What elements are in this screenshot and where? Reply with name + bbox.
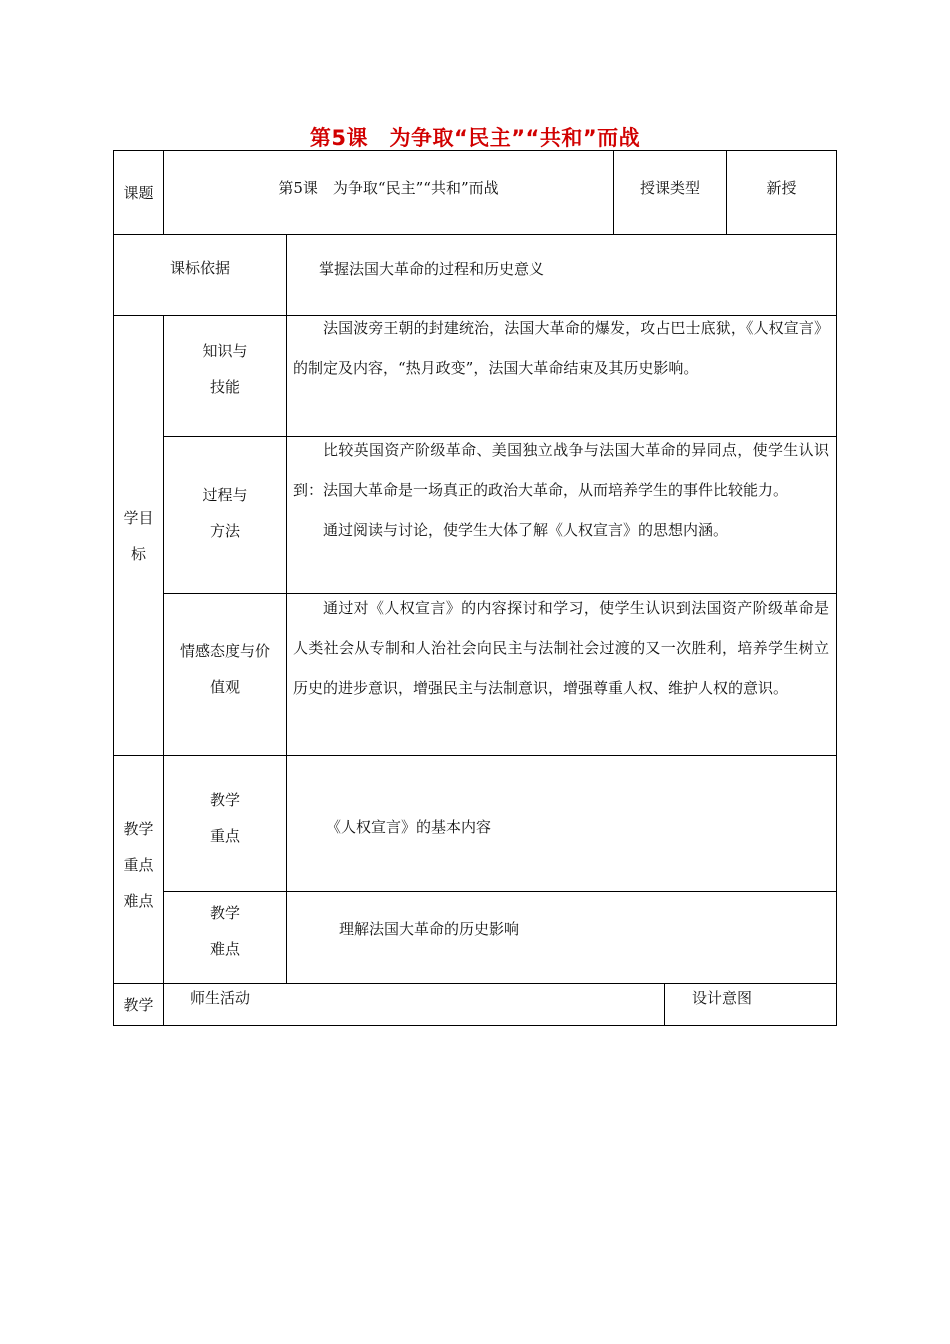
teaching-difficulty-value: 理解法国大革命的历史影响 bbox=[339, 920, 520, 938]
col-divider bbox=[286, 234, 287, 983]
topic-value: 第5课 为争取“民主”“共和”而战 bbox=[278, 179, 499, 197]
page-title: 第5课 为争取“民主”“共和”而战 bbox=[309, 126, 641, 150]
label-line: 值观 bbox=[209, 678, 240, 696]
teaching-difficulty-label bbox=[164, 895, 286, 967]
label-line: 教学 bbox=[209, 791, 240, 809]
process-label: 教学 bbox=[123, 995, 154, 1014]
knowledge-skills-label bbox=[164, 326, 286, 412]
col-divider bbox=[163, 983, 164, 1025]
label-line: 重点 bbox=[209, 827, 240, 845]
label-line: 方法 bbox=[209, 522, 240, 540]
label-line: 难点 bbox=[209, 940, 240, 958]
row-divider bbox=[113, 983, 837, 984]
activity-label: 师生活动 bbox=[190, 989, 251, 1007]
label-line: 教学 bbox=[123, 820, 154, 838]
table-border-bottom bbox=[113, 1025, 837, 1026]
objectives-label-line: 标 bbox=[130, 544, 146, 563]
design-intent-label: 设计意图 bbox=[692, 989, 753, 1007]
label-line: 知识与 bbox=[202, 342, 248, 360]
teaching-focus-label bbox=[164, 782, 286, 854]
knowledge-skills-text bbox=[293, 308, 829, 388]
table-border-right bbox=[836, 150, 837, 1026]
standard-label: 课标依据 bbox=[169, 259, 230, 277]
label-line: 过程与 bbox=[202, 486, 248, 504]
objectives-label bbox=[114, 316, 163, 755]
label-line: 重点 bbox=[123, 856, 154, 874]
lesson-type-value: 新授 bbox=[766, 179, 797, 197]
lesson-type-label: 授课类型 bbox=[639, 179, 700, 197]
objective-paragraph: 通过对《人权宣言》的内容探讨和学习，使学生认识到法国资产阶级革命是人类社会从专制和人治社会向民主与法制社会过渡的又一次胜利，培养学生树立历史的进步意识，增强民主与法制意识，增强尊重人权、维护人权的意识。 bbox=[293, 599, 829, 697]
label-line: 技能 bbox=[209, 378, 240, 396]
col-divider bbox=[664, 983, 665, 1025]
label-line: 难点 bbox=[123, 892, 154, 910]
topic-label: 课题 bbox=[123, 183, 154, 202]
objectives-label-line: 学目 bbox=[123, 508, 154, 527]
process-methods-text bbox=[293, 430, 829, 550]
row-divider bbox=[163, 891, 837, 892]
label-line: 教学 bbox=[209, 904, 240, 922]
key-points-label bbox=[114, 790, 163, 940]
objective-paragraph: 比较英国资产阶级革命、美国独立战争与法国大革命的异同点，使学生认识到：法国大革命是一场真正的政治大革命，从而培养学生的事件比较能力。 bbox=[293, 441, 829, 499]
objective-paragraph: 通过阅读与讨论，使学生大体了解《人权宣言》的思想内涵。 bbox=[323, 521, 729, 539]
attitude-values-text bbox=[293, 588, 829, 708]
lesson-plan-table bbox=[113, 150, 837, 1026]
teaching-focus-value: 《人权宣言》的基本内容 bbox=[326, 818, 492, 836]
standard-value: 掌握法国大革命的过程和历史意义 bbox=[319, 260, 545, 278]
label-line: 情感态度与价 bbox=[179, 642, 270, 660]
attitude-values-label bbox=[164, 626, 286, 712]
objective-paragraph: 法国波旁王朝的封建统治，法国大革命的爆发，攻占巴士底狱，《人权宣言》的制定及内容，“热月政变”，法国大革命结束及其历史影响。 bbox=[293, 319, 829, 377]
process-methods-label bbox=[164, 470, 286, 556]
row-divider bbox=[113, 755, 837, 756]
